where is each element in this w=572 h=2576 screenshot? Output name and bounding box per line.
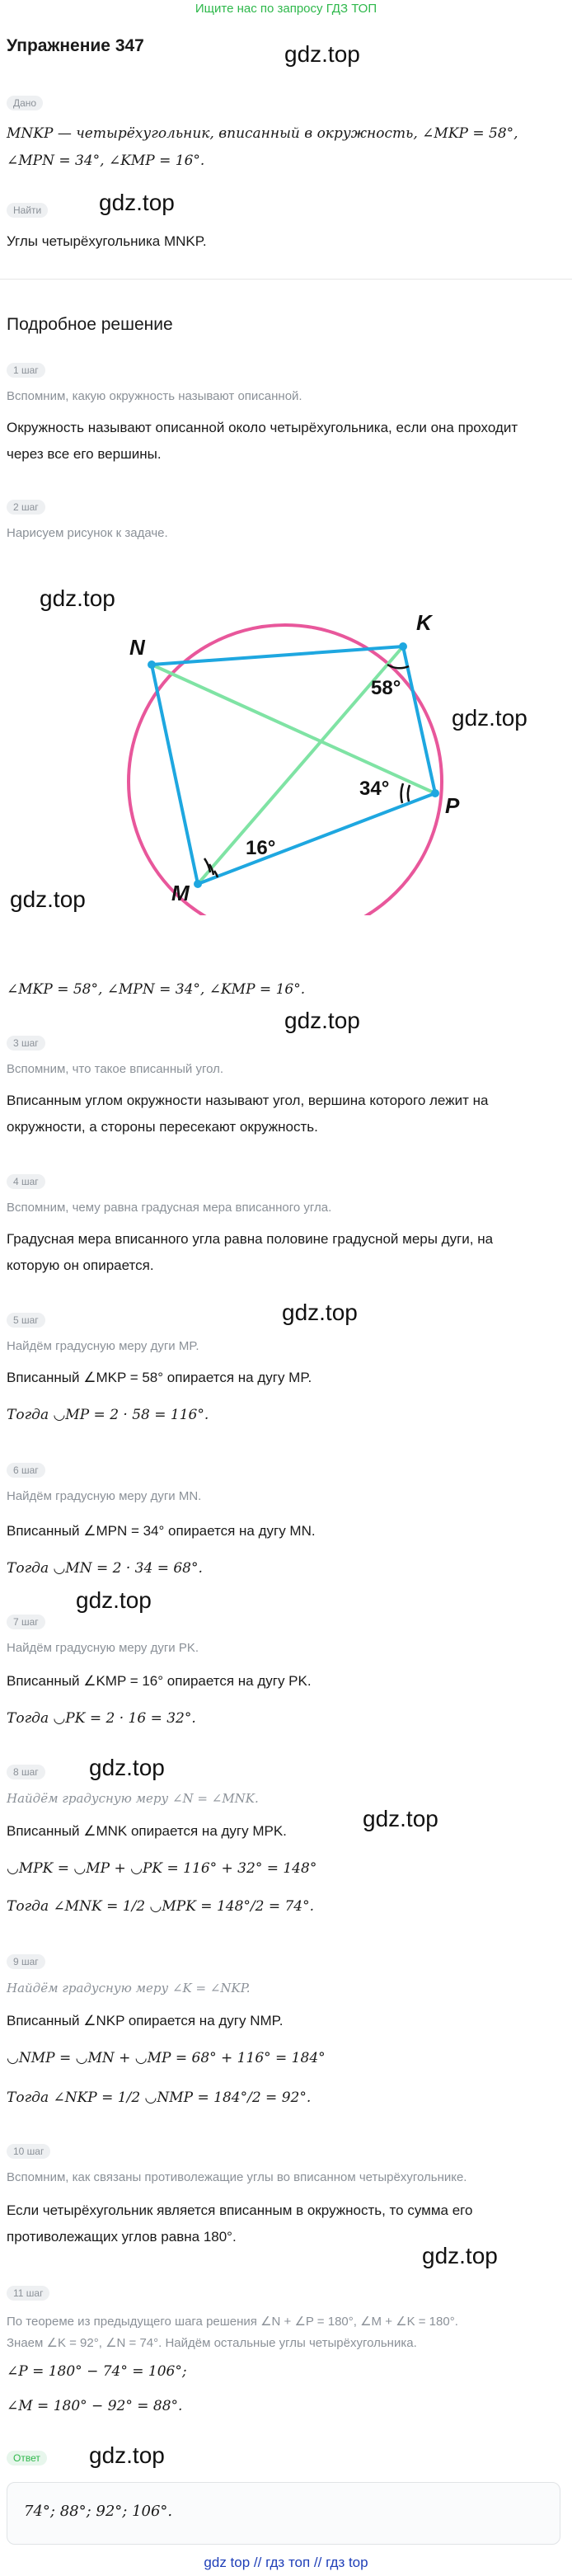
watermark: gdz.top <box>89 2442 165 2468</box>
step-chip: 5 шаг <box>7 1313 45 1328</box>
step-text: Вписанный ∠KMP = 16° опирается на дугу PK. <box>7 1673 312 1689</box>
step-text: Вписанный ∠MNK опирается на дугу MPK. <box>7 1823 287 1839</box>
step-chip: 2 шаг <box>7 500 45 515</box>
step-chip: 1 шаг <box>7 363 45 378</box>
step-hint: Вспомним, чему равна градусная мера вписанного угла. <box>7 1201 332 1215</box>
find-text: Углы четырёхугольника MNKP. <box>7 233 207 249</box>
step-chip: 11 шаг <box>7 2286 49 2301</box>
label-p: P <box>445 793 460 818</box>
step-hint: Нарисуем рисунок к задаче. <box>7 526 168 540</box>
step-hint: По теореме из предыдущего шага решения ∠N + ∠P = 180°, ∠M + ∠K = 180°. <box>7 2315 458 2329</box>
angle-label-34: 34° <box>359 778 390 800</box>
search-banner[interactable]: Ищите нас по запросу ГДЗ ТОП <box>195 2 377 16</box>
footer-links[interactable]: gdz top // гдз топ // гдз top <box>204 2555 368 2570</box>
watermark: gdz.top <box>76 1587 152 1613</box>
step-formula: Тогда ◡MP = 2 · 58 = 116°. <box>7 1407 209 1423</box>
step-formula: Тогда ∠MNK = 1/2 ◡MPK = 148°/2 = 74°. <box>7 1898 315 1915</box>
label-k: K <box>416 610 432 635</box>
watermark: gdz.top <box>422 2243 498 2268</box>
step-chip: 7 шаг <box>7 1615 45 1629</box>
angle-label-16: 16° <box>246 837 276 859</box>
step-hint: Знаем ∠K = 92°, ∠N = 74°. Найдём остальные углы четырёхугольника. <box>7 2336 417 2350</box>
answer-text: 74°; 88°; 92°; 106°. <box>24 2503 173 2520</box>
find-chip: Найти <box>7 203 48 218</box>
geometry-figure <box>0 561 572 915</box>
given-chip: Дано <box>7 96 43 110</box>
watermark: gdz.top <box>10 886 86 912</box>
watermark: gdz.top <box>99 190 175 215</box>
given-line: MNKP — четырёхугольник, вписанный в окружность, ∠MKP = 58°, <box>7 125 518 142</box>
step-chip: 10 шаг <box>7 2144 50 2159</box>
step-text: Если четырёхугольник является вписанным в окружность, то сумма его <box>7 2202 473 2218</box>
step-hint: Найдём градусную меру ∠N = ∠MNK. <box>7 1791 259 1806</box>
step-formula: ∠M = 180° − 92° = 88°. <box>7 2398 183 2414</box>
step-hint: Найдём градусную меру дуги MP. <box>7 1339 199 1353</box>
step-formula: ◡MPK = ◡MP + ◡PK = 116° + 32° = 148° <box>7 1860 317 1877</box>
vertex-m <box>194 880 202 888</box>
step-hint: Найдём градусную меру дуги PK. <box>7 1641 199 1655</box>
watermark: gdz.top <box>89 1755 165 1780</box>
step-text: Вписанный ∠MPN = 34° опирается на дугу MN. <box>7 1523 316 1539</box>
watermark: gdz.top <box>282 1300 358 1325</box>
step-text: Вписанным углом окружности называют угол, вершина которого лежит на <box>7 1093 489 1108</box>
vertex-k <box>399 642 407 651</box>
step-text: которую он опирается. <box>7 1257 154 1273</box>
step-chip: 6 шаг <box>7 1463 45 1478</box>
step-text: Вписанный ∠NKP опирается на дугу NMP. <box>7 2013 284 2028</box>
step-formula: ◡NMP = ◡MN + ◡MP = 68° + 116° = 184° <box>7 2050 326 2066</box>
watermark: gdz.top <box>452 705 527 731</box>
given-line: ∠MPN = 34°, ∠KMP = 16°. <box>7 153 205 169</box>
step-chip: 8 шаг <box>7 1765 45 1779</box>
step-chip: 4 шаг <box>7 1174 45 1189</box>
label-m: M <box>171 881 190 905</box>
step-formula: Тогда ◡MN = 2 · 34 = 68°. <box>7 1560 203 1577</box>
watermark: gdz.top <box>284 41 360 67</box>
step-hint: Вспомним, что такое вписанный угол. <box>7 1062 224 1076</box>
step-hint: Найдём градусную меру ∠K = ∠NKP. <box>7 1981 251 1995</box>
label-n: N <box>129 635 145 660</box>
angle-label-58: 58° <box>371 677 401 699</box>
step-hint: Найдём градусную меру дуги MN. <box>7 1489 202 1503</box>
answer-box <box>7 2482 560 2545</box>
watermark: gdz.top <box>363 1806 438 1831</box>
step-text: Окружность называют описанной около четырёхугольника, если она проходит <box>7 420 518 435</box>
watermark: gdz.top <box>284 1008 360 1033</box>
watermark: gdz.top <box>40 585 115 611</box>
angle-arc-p <box>401 783 403 803</box>
answer-chip: Ответ <box>7 2451 47 2466</box>
step-text: Вписанный ∠MKP = 58° опирается на дугу MP. <box>7 1370 312 1385</box>
step-formula: Тогда ◡PK = 2 · 16 = 32°. <box>7 1710 196 1727</box>
vertex-n <box>148 660 156 669</box>
step-text: противолежащих углов равна 180°. <box>7 2229 237 2245</box>
figure-caption: ∠MKP = 58°, ∠MPN = 34°, ∠KMP = 16°. <box>7 981 306 998</box>
solution-title: Подробное решение <box>7 315 173 334</box>
angle-arc-p <box>408 785 410 801</box>
step-chip: 3 шаг <box>7 1036 45 1051</box>
step-hint: Вспомним, как связаны противолежащие углы во вписанном четырёхугольнике. <box>7 2170 467 2184</box>
step-text: через все его вершины. <box>7 446 162 462</box>
vertex-p <box>431 789 439 797</box>
exercise-title: Упражнение 347 <box>7 36 144 55</box>
step-formula: ∠P = 180° − 74° = 106°; <box>7 2363 187 2380</box>
step-formula: Тогда ∠NKP = 1/2 ◡NMP = 184°/2 = 92°. <box>7 2089 312 2106</box>
step-text: Градусная мера вписанного угла равна половине градусной меры дуги, на <box>7 1231 494 1247</box>
step-chip: 9 шаг <box>7 1954 45 1969</box>
angle-arc-m <box>204 858 210 872</box>
step-text: окружности, а стороны пересекают окружность. <box>7 1119 318 1135</box>
step-hint: Вспомним, какую окружность называют описанной. <box>7 389 302 403</box>
divider <box>0 279 572 280</box>
